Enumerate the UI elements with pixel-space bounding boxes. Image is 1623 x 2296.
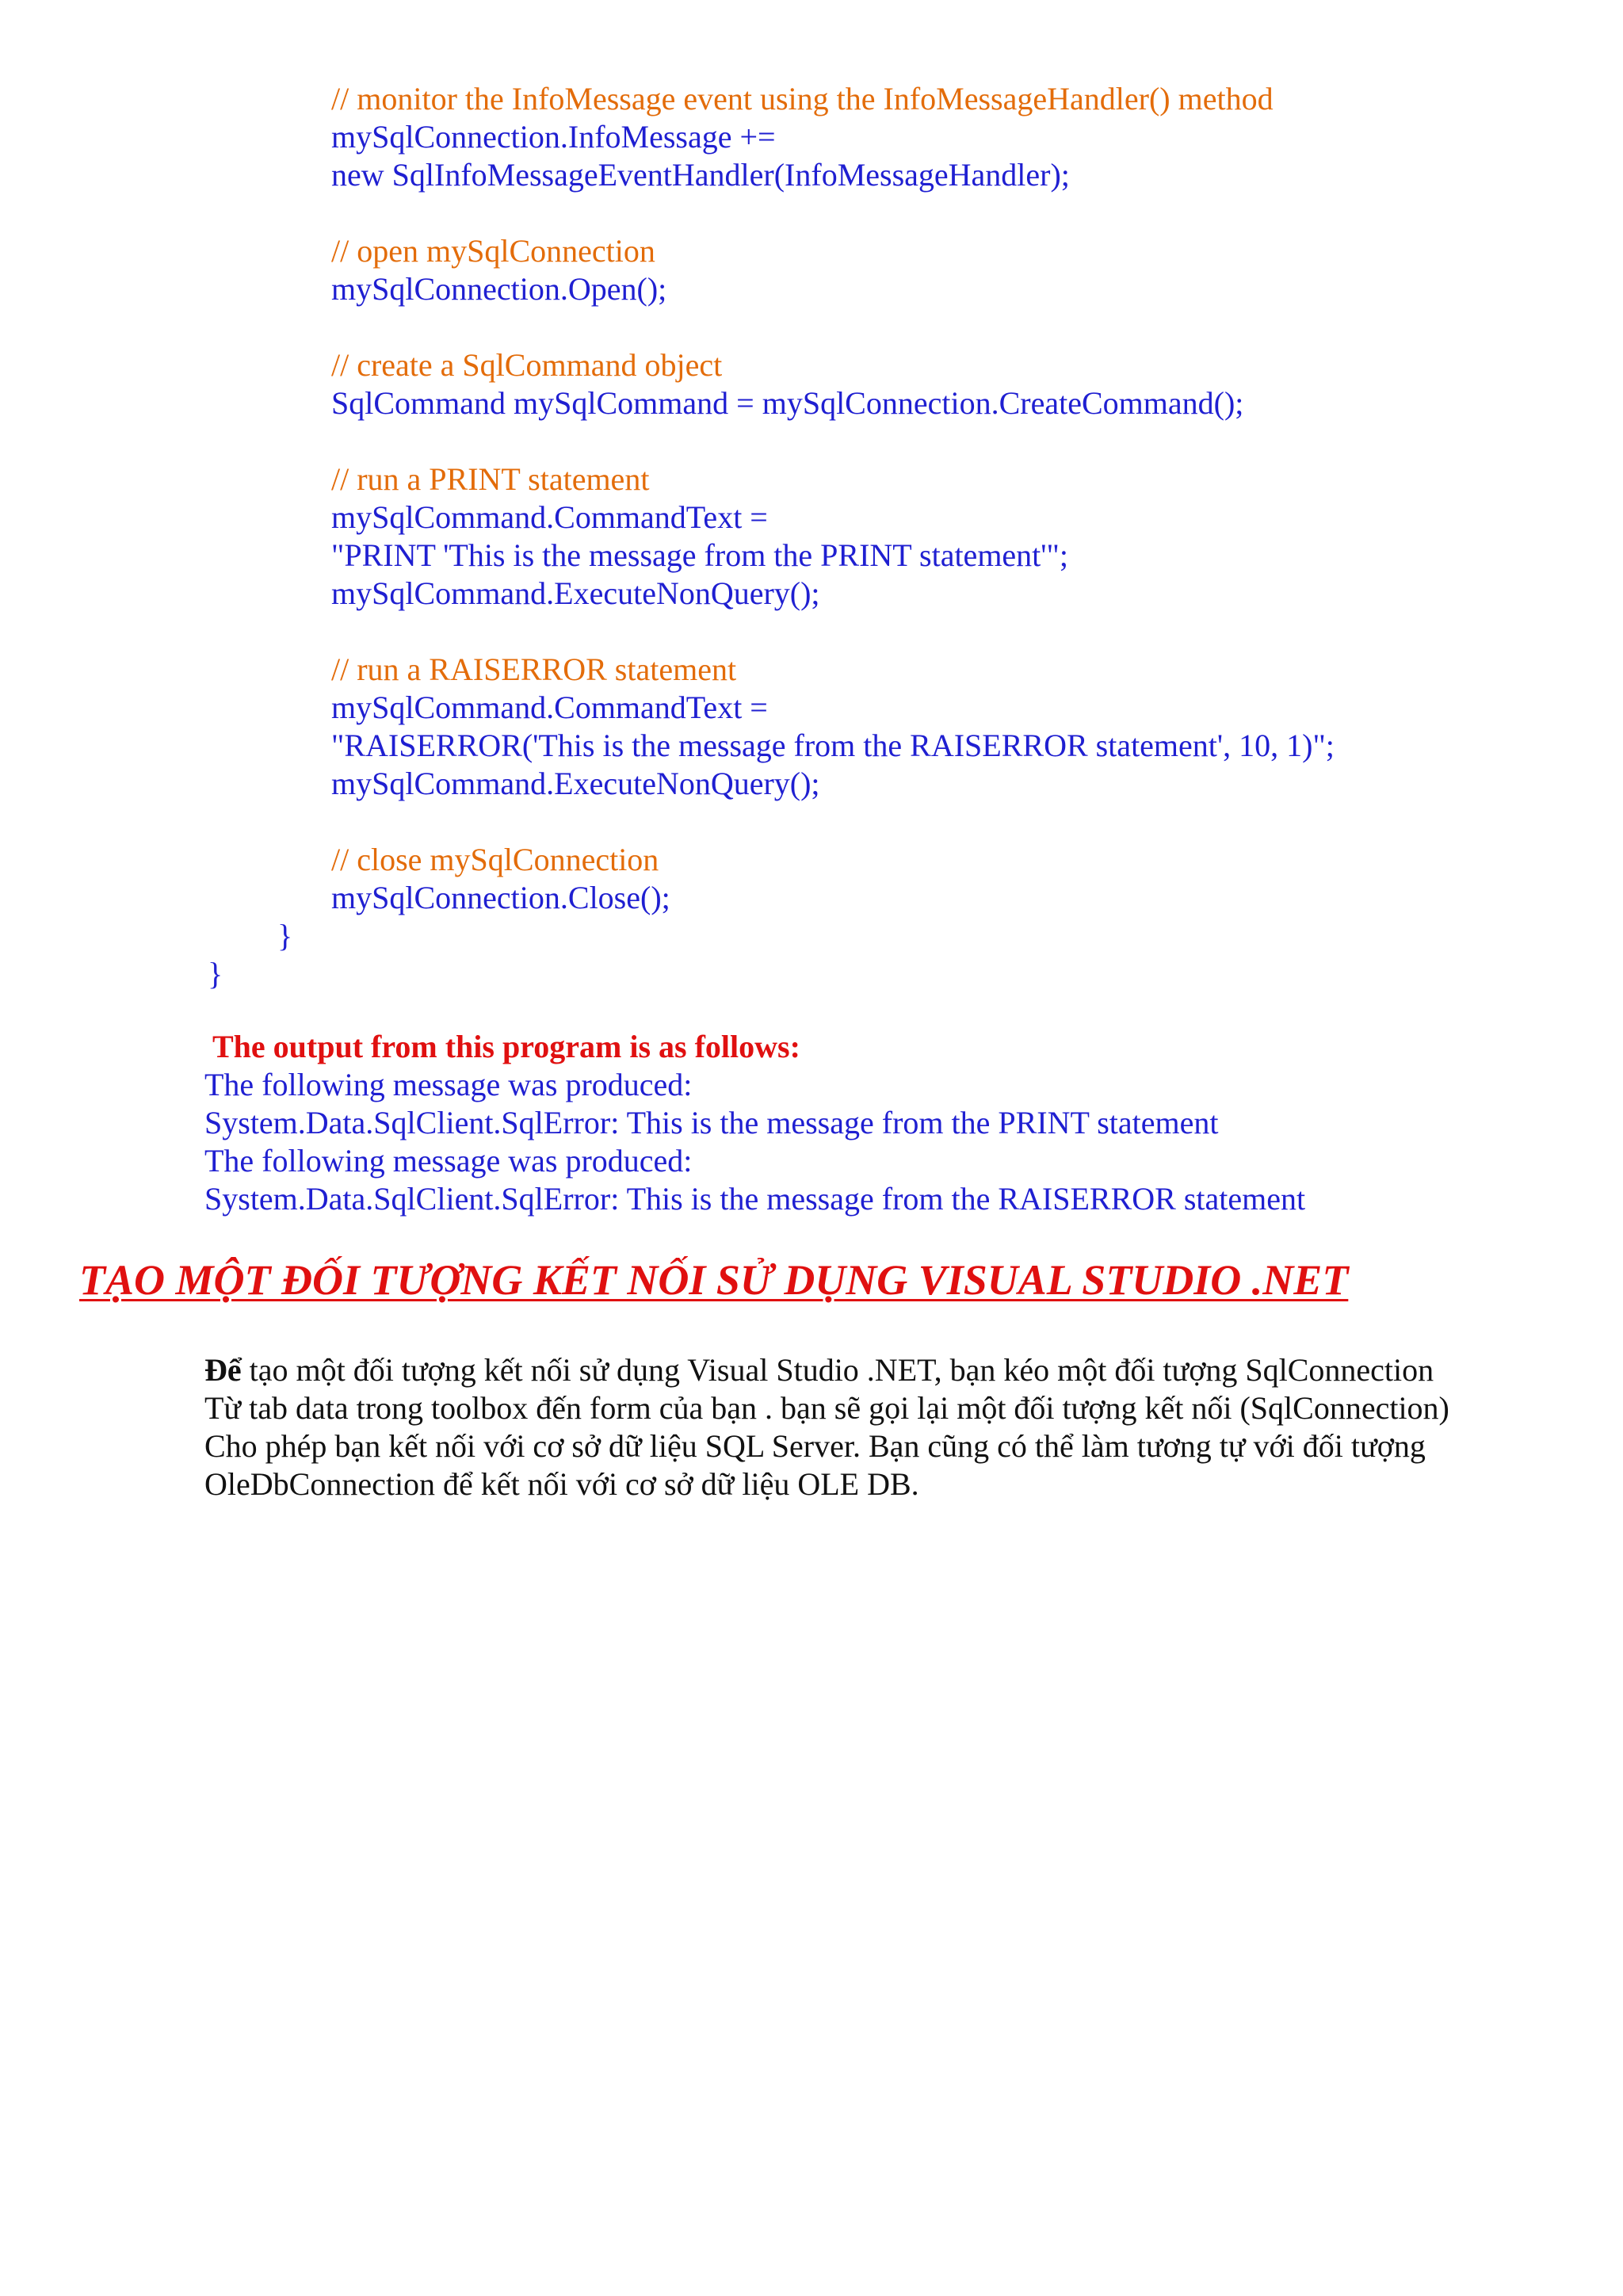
code-line: mySqlConnection.Open(); <box>331 271 667 307</box>
code-line: mySqlConnection.Close(); <box>331 880 670 915</box>
code-comment: // close mySqlConnection <box>331 842 659 877</box>
code-comment: // run a PRINT statement <box>331 461 650 497</box>
paragraph-line <box>204 1351 1434 1389</box>
code-line: SqlCommand mySqlCommand = mySqlConnection.CreateCommand(); <box>331 385 1244 421</box>
code-line: mySqlCommand.CommandText = <box>331 499 768 535</box>
code-line: mySqlCommand.CommandText = <box>331 690 768 725</box>
code-line: mySqlConnection.InfoMessage += <box>331 119 776 155</box>
paragraph-first-word: Để <box>204 1352 242 1388</box>
code-comment: // monitor the InfoMessage event using the InfoMessageHandler() method <box>331 81 1274 117</box>
output-title: The output from this program is as follows: <box>212 1029 800 1064</box>
code-comment: // open mySqlConnection <box>331 233 655 269</box>
code-comment: // run a RAISERROR statement <box>331 651 737 687</box>
section-heading: TẠO MỘT ĐỐI TƯỢNG KẾT NỐI SỬ DỤNG VISUAL STUDIO .NET <box>79 1256 1349 1304</box>
paragraph-line: Cho phép bạn kết nối với cơ sở dữ liệu SQL Server. Bạn cũng có thể làm tương tự với đối tượng <box>204 1428 1426 1464</box>
output-line: The following message was produced: <box>204 1143 693 1179</box>
output-line: The following message was produced: <box>204 1067 693 1102</box>
output-line: System.Data.SqlClient.SqlError: This is the message from the PRINT statement <box>204 1105 1219 1140</box>
closing-brace: } <box>208 956 223 991</box>
code-line: "RAISERROR('This is the message from the RAISERROR statement', 10, 1)"; <box>331 728 1335 763</box>
paragraph-line: OleDbConnection để kết nối với cơ sở dữ liệu OLE DB. <box>204 1466 919 1502</box>
paragraph-text: tạo một đối tượng kết nối sử dụng Visual Studio .NET, bạn kéo một đối tượng SqlConnection <box>241 1352 1434 1388</box>
code-line: mySqlCommand.ExecuteNonQuery(); <box>331 766 820 801</box>
code-line: "PRINT 'This is the message from the PRINT statement'"; <box>331 537 1068 573</box>
paragraph-line: Từ tab data trong toolbox đến form của bạn . bạn sẽ gọi lại một đối tượng kết nối (SqlConnection) <box>204 1390 1449 1426</box>
code-line: new SqlInfoMessageEventHandler(InfoMessageHandler); <box>331 157 1070 193</box>
code-comment: // create a SqlCommand object <box>331 347 723 383</box>
closing-brace: } <box>277 918 293 953</box>
code-line: mySqlCommand.ExecuteNonQuery(); <box>331 575 820 611</box>
output-line: System.Data.SqlClient.SqlError: This is the message from the RAISERROR statement <box>204 1181 1306 1217</box>
